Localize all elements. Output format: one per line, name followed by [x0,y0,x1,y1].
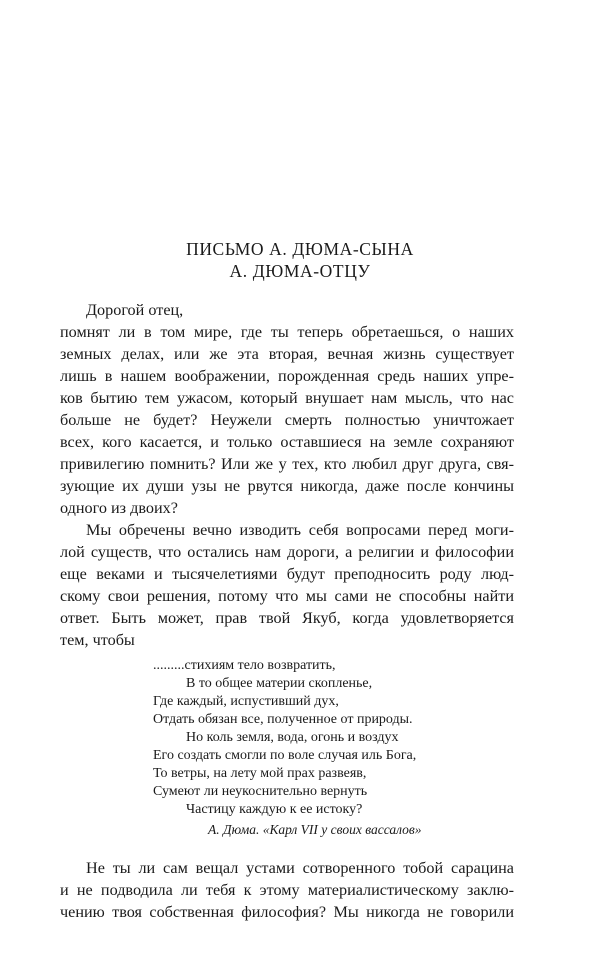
verse-attribution: А. Дюма. «Карл VII у своих вассалов» [208,822,422,837]
verse-line: Его создать смогли по воле случая иль Бога, [153,748,417,763]
body-line: ответ. Быть может, прав твой Якуб, когда удовлетворяется [60,609,514,627]
salutation: Дорогой отец, [86,301,184,319]
body-line: лишь в нашем воображении, порожденная средь наших упре- [60,367,514,385]
body-line: земных делах, или же эта вторая, вечная жизнь существует [60,345,514,363]
body-line: еще веками и тысячелетиями будут преподносить роду люд- [60,565,514,583]
body-line: ков бытию тем ужасом, который внушает нам мысль, что нас [60,389,514,407]
body-line: тем, чтобы [60,631,135,649]
body-line: привилегию помнить? Или же у тех, кто любил друг друга, свя- [60,455,514,473]
body-line: Мы обречены вечно изводить себя вопросами перед моги- [86,521,514,539]
verse-line: Но коль земля, вода, огонь и воздух [186,730,399,745]
verse-line: Частицу каждую к ее истоку? [186,802,363,817]
body-line: и не подводила ли тебя к этому материалистическому заклю- [60,881,514,899]
chapter-title-line-2: А. ДЮМА-ОТЦУ [229,261,371,281]
chapter-title-line-1: ПИСЬМО А. ДЮМА-СЫНА [186,239,414,259]
body-line: всех, кого касается, и только оставшиеся на земле сохраняют [60,433,514,451]
body-line: зующие их души узы не рвутся никогда, даже после кончины [60,477,514,495]
body-line: скому свои решения, потому что мы сами не способны найти [60,587,514,605]
body-line: лой существ, что остались нам дороги, а религии и философии [60,543,514,561]
body-line: чению твоя собственная философия? Мы никогда не говорили [60,903,514,921]
body-line: больше не будет? Неужели смерть полностью уничтожает [60,411,514,429]
verse-line: Где каждый, испустивший дух, [153,694,339,709]
verse-line: Отдать обязан все, полученное от природы. [153,712,413,727]
body-line: Не ты ли сам вещал устами сотворенного тобой сарацина [86,859,514,877]
verse-line: .........стихиям тело возвратить, [153,658,336,673]
body-line: помнят ли в том мире, где ты теперь обретаешься, о наших [60,323,514,341]
verse-line: То ветры, на лету мой прах развеяв, [153,766,367,781]
verse-line: Сумеют ли неукоснительно вернуть [153,784,368,799]
body-line: одного из двоих? [60,499,178,517]
verse-line: В то общее материи скопленье, [186,676,373,691]
